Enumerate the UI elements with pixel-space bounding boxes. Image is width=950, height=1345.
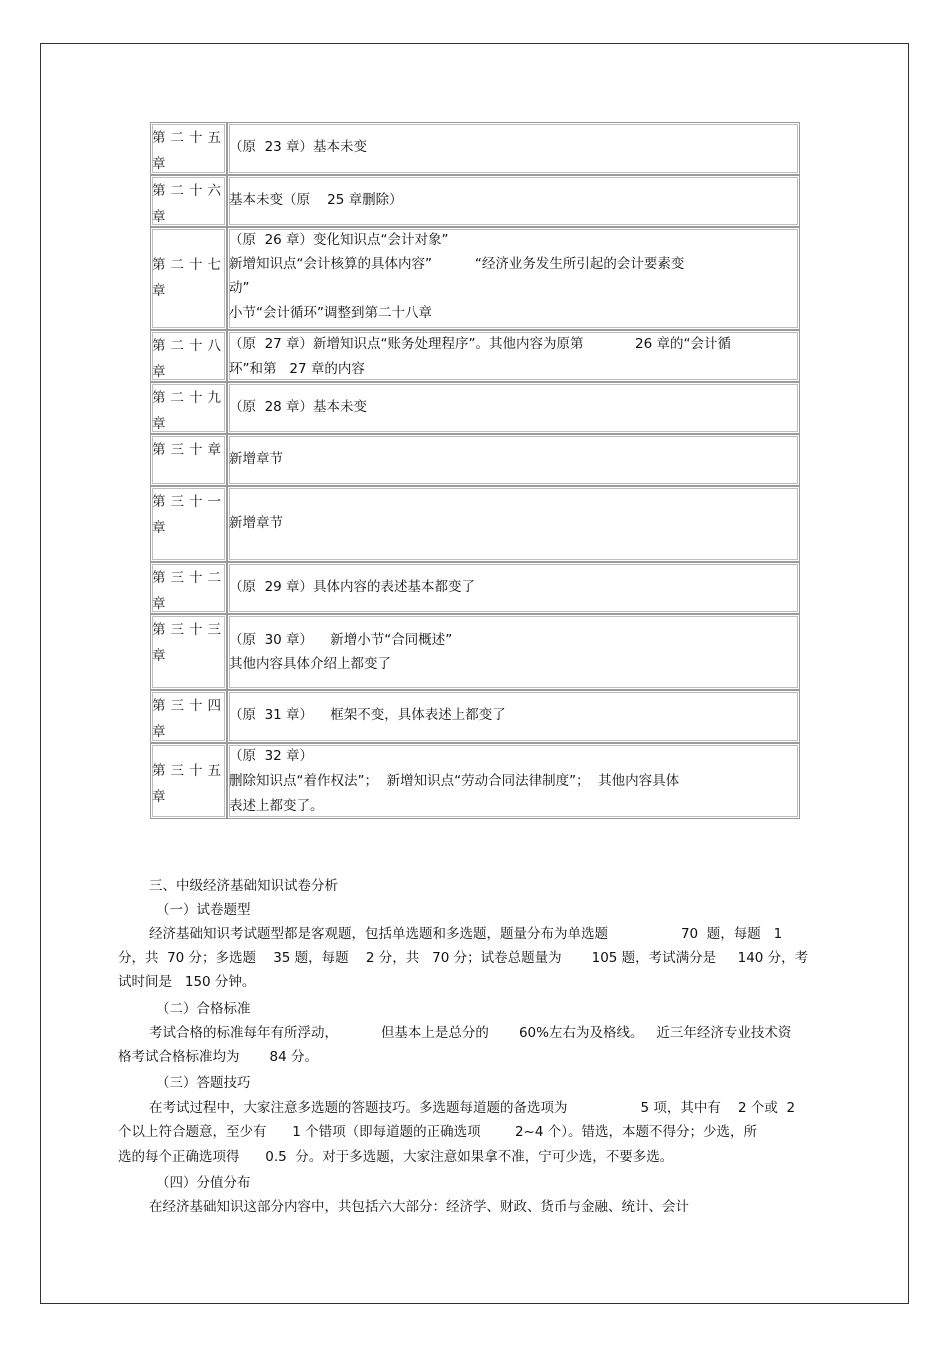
paragraph-line: 个以上符合题意，至少有 1 个错项（即每道题的正确选项 2~4 个）。错选，本题不得分；少选，所 <box>118 1124 757 1140</box>
chapter-label: 第三十三章 <box>152 622 226 664</box>
chapter-label: 第三十一章 <box>152 494 226 536</box>
note-cell <box>227 227 800 330</box>
note-line: （原 32 章） <box>229 748 314 764</box>
table-row <box>150 614 800 690</box>
chapter-label: 第二十九章 <box>152 390 226 432</box>
chapter-label: 第三十章 <box>152 442 226 458</box>
note-cell <box>227 562 800 614</box>
table-row <box>150 382 800 434</box>
note-cell <box>227 175 800 227</box>
chapter-cell <box>150 614 227 690</box>
paragraph-line: 分，共 70 分；多选题 35 题，每题 2 分，共 70 分；试卷总题量为 105 题，考试满分是 140 分，考 <box>118 950 809 966</box>
section-heading: 三、中级经济基础知识试卷分析 <box>149 878 338 894</box>
note-line: （原 28 章）基本未变 <box>229 399 368 415</box>
note-line: 新增章节 <box>229 515 283 531</box>
note-cell <box>227 122 800 175</box>
table-row <box>150 175 800 227</box>
chapter-label: 第二十六章 <box>152 183 226 225</box>
paragraph-line: 在经济基础知识这部分内容中，共包括六大部分：经济学、财政、货币与金融、统计、会计 <box>149 1199 689 1215</box>
chapter-cell <box>150 175 227 227</box>
note-line: 删除知识点“着作权法”； 新增知识点“劳动合同法律制度”； 其他内容具体 <box>229 773 680 789</box>
table-row <box>150 690 800 743</box>
note-cell <box>227 614 800 690</box>
chapter-cell <box>150 434 227 486</box>
note-line: 动” <box>229 280 250 296</box>
paragraph-line: 选的每个正确选项得 0.5 分。对于多选题，大家注意如果拿不准，宁可少选，不要多选。 <box>118 1149 674 1165</box>
note-cell <box>227 382 800 434</box>
note-line: 环”和第 27 章的内容 <box>229 361 365 377</box>
note-line: 其他内容具体介绍上都变了 <box>229 656 391 672</box>
subheading: （三）答题技巧 <box>156 1075 251 1091</box>
paragraph-line: 格考试合格标准均为 84 分。 <box>118 1049 319 1065</box>
table-row <box>150 743 800 819</box>
chapter-cell <box>150 486 227 562</box>
subheading: （二）合格标准 <box>156 1001 251 1017</box>
table-row <box>150 434 800 486</box>
note-line: 基本未变（原 25 章删除） <box>229 192 403 208</box>
table-row <box>150 122 800 175</box>
table-row <box>150 562 800 614</box>
note-line: （原 31 章） 框架不变，具体表述上都变了 <box>229 707 506 723</box>
subheading: （四）分值分布 <box>156 1175 251 1191</box>
note-cell <box>227 690 800 743</box>
chapter-label: 第二十七章 <box>152 257 226 299</box>
note-line: 新增知识点“会计核算的具体内容” “经济业务发生所引起的会计要素变 <box>229 256 685 272</box>
subheading: （一）试卷题型 <box>156 902 251 918</box>
note-line: （原 30 章） 新增小节“合同概述” <box>229 632 453 648</box>
table-row <box>150 330 800 382</box>
paragraph-line: 试时间是 150 分钟。 <box>118 974 256 990</box>
paragraph-line: 经济基础知识考试题型都是客观题，包括单选题和多选题，题量分布为单选题 70 题，每题 1 <box>149 926 783 942</box>
chapter-cell <box>150 743 227 819</box>
chapter-cell <box>150 562 227 614</box>
paragraph-line: 考试合格的标准每年有所浮动， 但基本上是总分的 60%左右为及格线。 近三年经济专业技术资 <box>149 1025 792 1041</box>
note-line: 表述上都变了。 <box>229 798 324 814</box>
chapter-label: 第三十四章 <box>152 698 226 740</box>
note-line: （原 29 章）具体内容的表述基本都变了 <box>229 579 476 595</box>
note-line: （原 23 章）基本未变 <box>229 139 368 155</box>
chapter-cell <box>150 382 227 434</box>
note-line: 小节“会计循环”调整到第二十八章 <box>229 305 432 321</box>
note-cell <box>227 434 800 486</box>
note-line: 新增章节 <box>229 451 283 467</box>
note-cell <box>227 743 800 819</box>
note-line: （原 26 章）变化知识点“会计对象” <box>229 232 449 248</box>
table-row <box>150 227 800 330</box>
chapter-cell <box>150 122 227 175</box>
chapter-cell <box>150 330 227 382</box>
chapter-cell <box>150 690 227 743</box>
chapter-label: 第三十二章 <box>152 570 226 612</box>
chapter-cell <box>150 227 227 330</box>
note-line: （原 27 章）新增知识点“账务处理程序”。其他内容为原第 26 章的“会计循 <box>229 336 731 352</box>
chapter-label: 第三十五章 <box>152 763 226 805</box>
chapter-label: 第二十八章 <box>152 338 226 380</box>
chapter-label: 第二十五章 <box>152 130 226 172</box>
note-cell <box>227 330 800 382</box>
note-cell <box>227 486 800 562</box>
paragraph-line: 在考试过程中，大家注意多选题的答题技巧。多选题每道题的备选项为 5 项，其中有 2 个或 2 <box>149 1100 796 1116</box>
table-row <box>150 486 800 562</box>
